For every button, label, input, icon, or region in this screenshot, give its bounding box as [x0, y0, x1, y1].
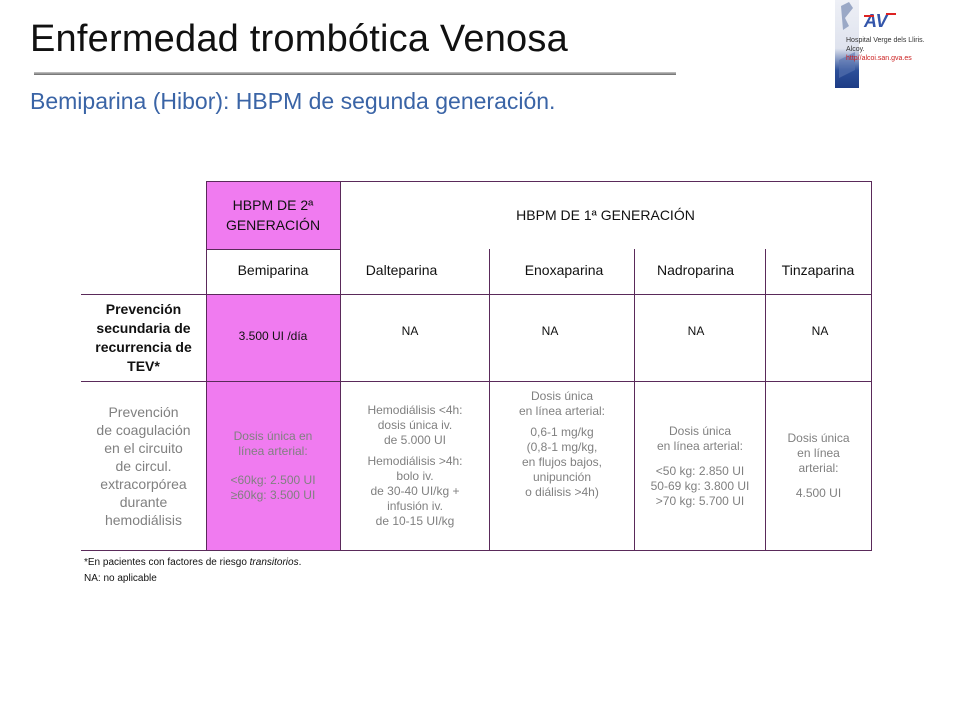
bemiparina-secondary-dose: 3.500 UI /día — [238, 329, 308, 343]
drug-enoxaparina: Enoxaparina — [524, 262, 604, 278]
drug-bemiparina: Bemiparina — [237, 262, 309, 278]
drug-nadroparina: Nadroparina — [656, 262, 735, 278]
nadroparina-secondary-na: NA — [687, 324, 705, 338]
nadroparina-hemodialysis-dose: Dosis única en línea arterial: <50 kg: 2.850 UI 50-69 kg: 3.800 UI >70 kg: 5.700 UI — [650, 423, 750, 508]
table-line — [206, 181, 872, 182]
av-logo-icon — [862, 10, 900, 32]
slide-subtitle: Bemiparina (Hibor): HBPM de segunda generación. — [30, 88, 556, 114]
row-label-hemodialysis: Prevención de coagulación en el circuito de circul. extracorpórea durante hemodiálisis — [96, 404, 191, 528]
dalteparina-secondary-na: NA — [401, 324, 419, 338]
drug-tinzaparina: Tinzaparina — [781, 262, 855, 278]
av-logo — [862, 10, 900, 37]
table-line — [871, 181, 872, 550]
table-line — [81, 550, 872, 551]
gen1-header: HBPM DE 1ª GENERACIÓN — [516, 207, 695, 223]
enoxaparina-secondary-na: NA — [541, 324, 559, 338]
row-label-secondary-prevention: Prevención secundaria de recurrencia de TEV* — [95, 301, 192, 374]
slide-title: Enfermedad trombótica Venosa — [30, 18, 568, 60]
bemiparina-hemodialysis-dose: Dosis única en línea arterial: <60kg: 2.500 UI ≥60kg: 3.500 UI — [230, 429, 316, 502]
footnote-na: NA: no aplicable — [84, 573, 157, 584]
drug-dalteparina: Dalteparina — [365, 262, 438, 278]
table-line — [206, 249, 340, 250]
table-line — [81, 381, 872, 382]
svg-text:AV: AV — [864, 11, 888, 31]
enoxaparina-hemodialysis-dose: Dosis única en línea arterial: 0,6-1 mg/kg (0,8-1 mg/kg, en flujos bajos, unipunción o diálisis >4h) — [518, 389, 606, 499]
dalteparina-hemodialysis-dose: Hemodiálisis <4h: dosis única iv. de 5.000 UI Hemodiálisis >4h: bolo iv. de 30-40 UI/kg + infusión iv. de 10-15 UI/kg — [367, 403, 463, 528]
footnote-transient-risk: *En pacientes con factores de riesgo transitorios. — [84, 557, 302, 568]
tinzaparina-secondary-na: NA — [811, 324, 829, 338]
title-underline — [34, 72, 676, 75]
gen2-header: HBPM DE 2ª GENERACIÓN — [225, 197, 321, 233]
tinzaparina-hemodialysis-dose: Dosis única en línea arterial: 4.500 UI — [787, 431, 850, 500]
table-line — [81, 294, 872, 295]
hospital-caption: Hospital Verge dels Lliris. Alcoy. http//alcoi.san.gva.es — [846, 37, 925, 62]
